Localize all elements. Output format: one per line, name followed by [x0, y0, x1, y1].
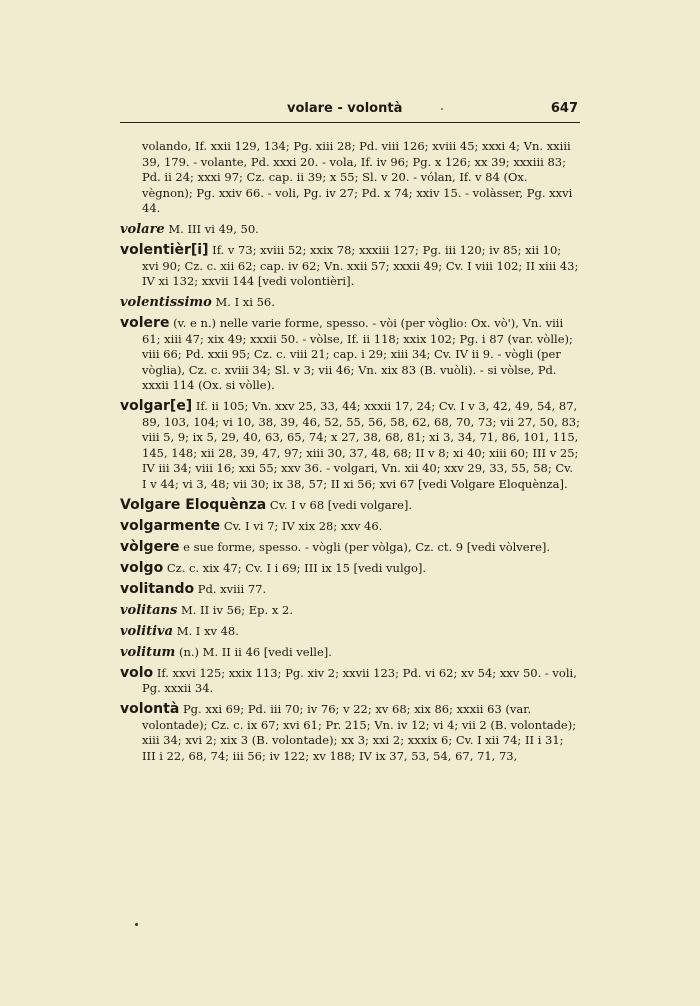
entry-volgo — [120, 561, 580, 577]
entry-volitans — [120, 603, 580, 619]
entry-volonta — [120, 702, 580, 764]
running-header — [120, 100, 580, 123]
entry-headword: volare — [120, 222, 165, 237]
entry-text: (n.) M. II ii 46 [vedi velle]. — [178, 644, 332, 659]
entry-headword: volitando — [120, 580, 195, 597]
entry-text: Cz. c. xix 47; Cv. I i 69; III ix 15 [vedi vulgo]. — [166, 560, 427, 575]
entry-continuation — [120, 139, 580, 217]
entry-headword: volere — [120, 315, 170, 331]
entry-volgare — [120, 399, 580, 492]
entry-text: Cv. I v 68 [vedi volgare]. — [269, 497, 413, 512]
entry-volentieri — [120, 243, 580, 290]
entry-headword: Volgare Eloquènza — [120, 496, 267, 513]
entry-text: Cv. I vi 7; IV xix 28; xxv 46. — [223, 518, 383, 533]
entry-headword: volgar[e] — [120, 398, 193, 414]
entries-column — [120, 139, 580, 770]
entry-text: e sue forme, spesso. - vògli (per vòlga), Cz. ct. 9 [vedi vòlvere]. — [183, 539, 551, 554]
page-number: 647 — [550, 101, 578, 116]
entry-headword: volentièr[i] — [120, 242, 209, 258]
entry-headword: volentissimo — [120, 295, 212, 310]
entry-headword: volo — [120, 664, 154, 681]
entry-text: If. xxvi 125; xxix 113; Pg. xiv 2; xxvii 123; Pd. vi 62; xv 54; xxv 50. - voli, Pg. xxxii 34. — [142, 665, 577, 695]
entry-text: M. I xv 48. — [176, 623, 239, 638]
entry-headword: vòlgere — [120, 538, 180, 555]
entry-volgarmente — [120, 519, 580, 535]
printing-speck — [441, 108, 443, 110]
entry-text: Pg. xxi 69; Pd. iii 70; iv 76; v 22; xv 68; xix 86; xxxii 63 (var. volontade); Cz. c. ix 67; xvi 61; Pr. 215; Vn. iv 12; vi 4; vii 2 (B. volontade); xiii 34; xvi 2; xix 3 (B. volontade); xx 3; xxi 2; xxxix 6; Cv. I xii 74; II i 31; III i 22, 68, 74; iii 56; iv 122; xv 188; IV ix 37, 53, 54, 67, 71, 73, — [142, 702, 577, 763]
entry-volentissimo — [120, 295, 580, 311]
entry-headword: volitiva — [120, 623, 174, 639]
entry-volere — [120, 316, 580, 394]
entry-volitiva — [120, 624, 580, 640]
entry-text: M. II iv 56; Ep. x 2. — [180, 602, 293, 617]
entry-volitum — [120, 645, 580, 661]
entry-headword: volitum — [120, 644, 176, 660]
entry-text: M. III vi 49, 50. — [168, 222, 259, 236]
entry-volitando — [120, 582, 580, 598]
entry-text: M. I xi 56. — [215, 295, 275, 309]
entry-headword: volontà — [120, 701, 180, 717]
entry-text: volando, If. xxii 129, 134; Pg. xiii 28; Pd. viii 126; xviii 45; xxxi 4; Vn. xxiii 39, 179. - volante, Pd. xxxi 20. - vola, If. iv 96; Pg. x 126; xx 39; xxxiii 83; Pd. ii 24; xxxi 97; Cz. cap. ii 39; x 55; Sl. v 20. - vólan, If. v 84 (Ox. vègnon); Pg. xxiv 66. - voli, Pg. iv 27; Pd. x 74; xxiv 15. - volàsser, Pg. xxvi 44. — [142, 139, 573, 215]
entry-volare — [120, 222, 580, 238]
entry-volgare-eloquenza — [120, 498, 580, 514]
entry-headword: volitans — [120, 602, 178, 618]
entry-volo — [120, 666, 580, 697]
entry-headword: volgo — [120, 559, 164, 576]
entry-text: (v. e n.) nelle varie forme, spesso. - vòi (per vòglio: Ox. vò'), Vn. viii 61; xiii 47; xix 49; xxxii 50. - vòlse, If. ii 118; xxix 102; Pg. i 87 (var. vòlle); viii 66; Pd. xxii 95; Cz. c. viii 21; cap. i 29; xiii 34; Cv. IV ii 9. - vògli (per vòglia), Cz. c. xviii 34; Sl. v 3; vii 46; Vn. xix 83 (B. vuòli). - si vòlse, Pd. xxxii 114 (Ox. si vòlle). — [142, 316, 573, 392]
running-title: volare - volontà — [287, 101, 403, 116]
entry-headword: volgarmente — [120, 517, 221, 534]
entry-text: If. ii 105; Vn. xxv 25, 33, 44; xxxii 17, 24; Cv. I v 3, 42, 49, 54, 87, 89, 103, 104; vi 10, 38, 39, 46, 52, 55, 56, 58, 62, 68, 70, 73; vii 27, 50, 83; viii 5, 9; ix 5, 29, 40, 63, 65, 74; x 27, 38, 68, 81; xi 3, 34, 71, 86, 101, 115, 145, 148; xii 28, 39, 47, 97; xiii 30, 37, 48, 68; II v 8; xi 40; xiii 60; III v 25; IV iii 34; viii 16; xxi 55; xxv 36. - volgari, Vn. xii 40; xxv 29, 33, 55, 58; Cv. I v 44; vi 3, 48; vii 30; ix 38, 57; II xi 56; xvi 67 [vedi Volgare Eloquènza]. — [142, 399, 580, 491]
entry-text: Pd. xviii 77. — [197, 581, 267, 596]
entry-volgere — [120, 540, 580, 556]
entry-text: If. v 73; xviii 52; xxix 78; xxxiii 127; Pg. iii 120; iv 85; xii 10; xvi 90; Cz. c. xii 62; cap. iv 62; Vn. xxii 57; xxxii 49; Cv. I viii 102; II xiii 43; IV xi 132; xxvii 144 [vedi volontièri]. — [142, 243, 579, 288]
printing-speck — [135, 923, 138, 926]
